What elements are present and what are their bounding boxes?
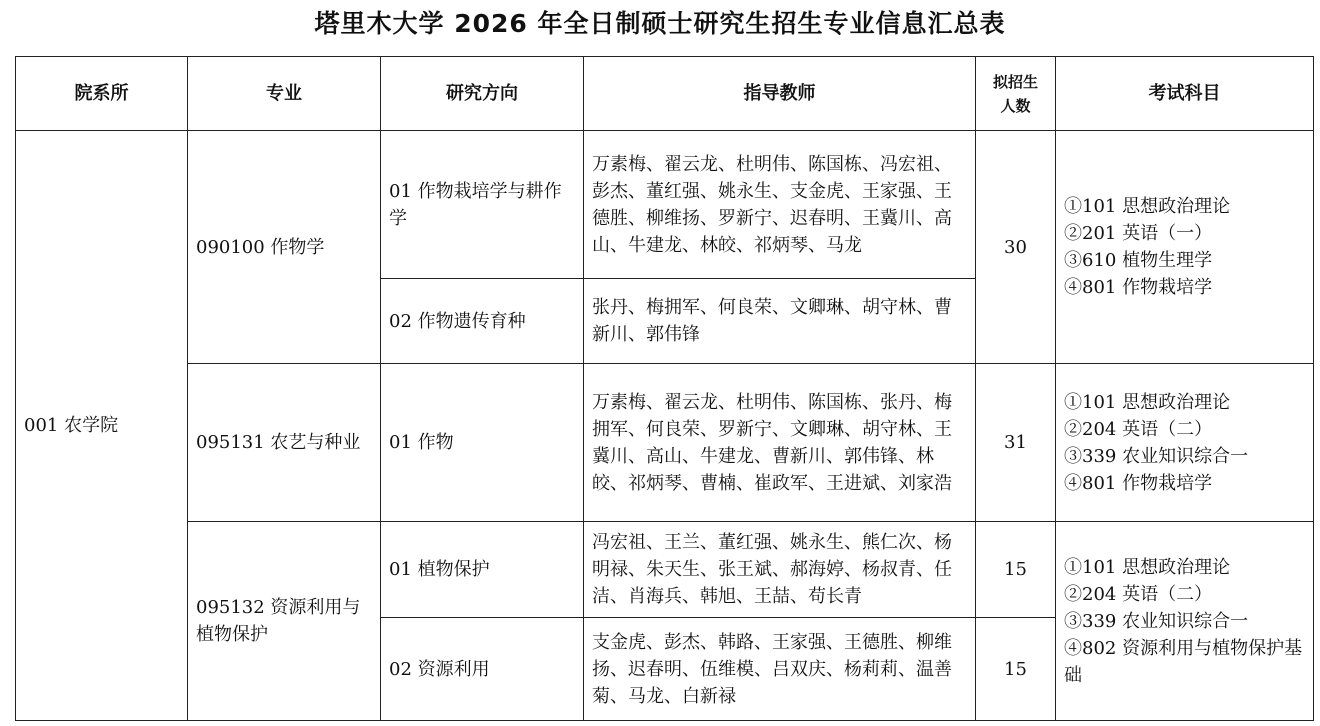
advisors-cell: 万素梅、翟云龙、杜明伟、陈国栋、冯宏祖、彭杰、董红强、姚永生、支金虎、王家强、王德胜、柳维扬、罗新宁、迟春明、王冀川、高山、牛建龙、林皎、祁炳琴、马龙 [584,131,976,279]
subject-item: ④801 作物栽培学 [1064,277,1213,298]
subject-item: ①101 思想政治理论 [1064,556,1231,578]
direction-cell: 01 植物保护 [381,522,584,618]
advisors-cell: 支金虎、彭杰、韩路、王家强、王德胜、柳维扬、迟春明、伍维模、吕双庆、杨莉莉、温善菊、马龙、白新禄 [584,618,976,721]
header-quota-line1: 拟招生 [992,72,1038,91]
enrollment-table [15,56,1314,721]
subject-item: ③610 植物生理学 [1064,250,1213,271]
subject-item: ③339 农业知识综合一 [1064,445,1249,467]
subject-item: ①101 思想政治理论 [1064,196,1231,217]
direction-cell: 01 作物栽培学与耕作学 [381,131,584,279]
direction-cell: 01 作物 [381,364,584,522]
header-direction: 研究方向 [381,57,584,131]
major-cell: 095132 资源利用与植物保护 [188,522,381,721]
subject-item: ②201 英语（一） [1064,223,1213,244]
subject-item: ②204 英语（二） [1064,418,1213,440]
quota-cell: 31 [976,364,1056,522]
subjects-cell [1056,522,1314,721]
major-cell: 095131 农艺与种业 [188,364,381,522]
header-advisors: 指导教师 [584,57,976,131]
table-row [16,364,1314,522]
header-major: 专业 [188,57,381,131]
quota-cell: 30 [976,131,1056,364]
dept-cell: 001 农学院 [16,131,188,721]
header-dept: 院系所 [16,57,188,131]
quota-cell: 15 [976,618,1056,721]
table-row [16,522,1314,618]
header-row [16,57,1314,131]
subject-item: ①101 思想政治理论 [1064,391,1231,413]
header-quota [976,57,1056,131]
subjects-cell [1056,131,1314,364]
quota-cell: 15 [976,522,1056,618]
advisors-cell: 张丹、梅拥军、何良荣、文卿琳、胡守林、曹新川、郭伟锋 [584,279,976,364]
subjects-cell [1056,364,1314,522]
advisors-cell: 万素梅、翟云龙、杜明伟、陈国栋、张丹、梅拥军、何良荣、罗新宁、文卿琳、胡守林、王冀川、高山、牛建龙、曹新川、郭伟锋、林皎、祁炳琴、曹楠、崔政军、王进斌、刘家浩 [584,364,976,522]
advisors-cell: 冯宏祖、王兰、董红强、姚永生、熊仁次、杨明禄、朱天生、张王斌、郝海婷、杨叔青、任洁、肖海兵、韩旭、王喆、苟长青 [584,522,976,618]
subject-item: ③339 农业知识综合一 [1064,610,1249,632]
page-title: 塔里木大学 2026 年全日制硕士研究生招生专业信息汇总表 [314,9,1006,38]
header-quota-line2: 人数 [1000,96,1031,115]
subject-item: ④802 资源利用与植物保护基础 [1064,637,1303,686]
direction-cell: 02 作物遗传育种 [381,279,584,364]
header-subjects: 考试科目 [1056,57,1314,131]
direction-cell: 02 资源利用 [381,618,584,721]
table-row [16,131,1314,279]
subject-item: ②204 英语（二） [1064,583,1213,605]
subject-item: ④801 作物栽培学 [1064,472,1213,494]
major-cell: 090100 作物学 [188,131,381,364]
